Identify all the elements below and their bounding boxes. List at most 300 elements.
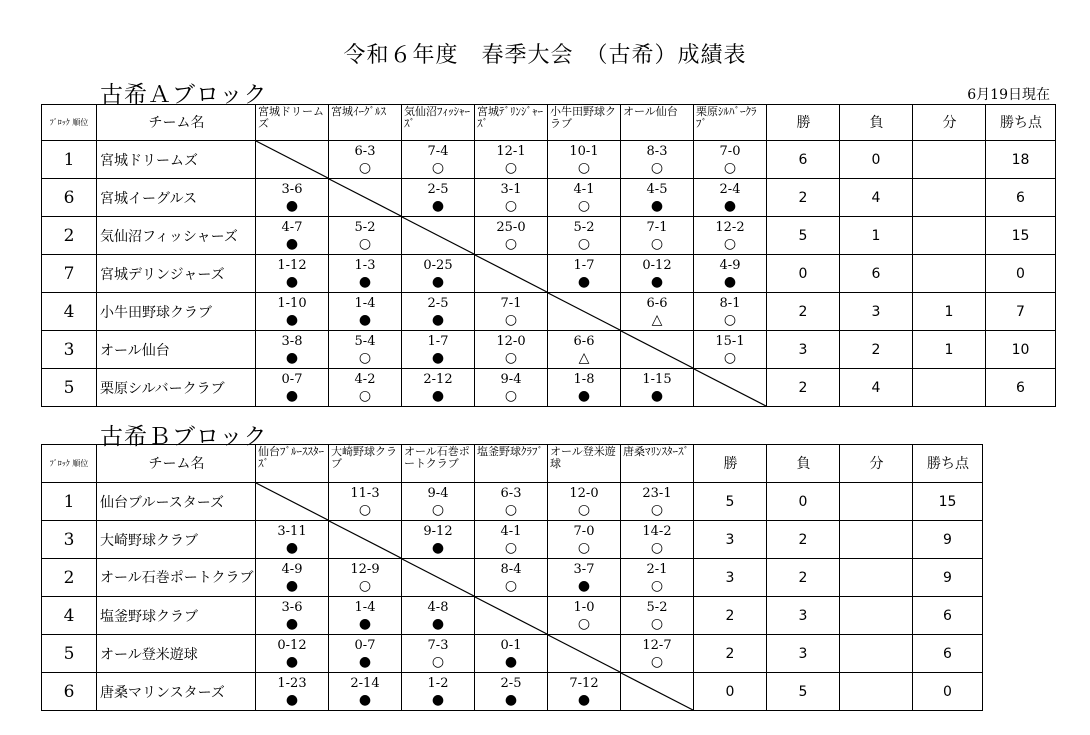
loss-dot-icon: ●: [358, 691, 372, 708]
win-circle-icon: ○: [358, 501, 372, 518]
match-score: 2-4: [719, 181, 741, 197]
team-row: [42, 559, 983, 597]
win-circle-icon: ○: [504, 501, 518, 518]
match-score: 0-1: [500, 637, 522, 653]
loss-dot-icon: ●: [285, 653, 299, 670]
team-rank: 1: [42, 483, 97, 521]
team-rank: 6: [42, 179, 97, 217]
match-result-cell: [621, 521, 694, 559]
points-header: 勝ち点: [986, 105, 1056, 141]
win-circle-icon: ○: [577, 539, 591, 556]
self-match-cell: [548, 635, 621, 673]
win-circle-icon: ○: [650, 615, 664, 632]
match-score: 9-4: [427, 485, 449, 501]
match-result-cell: [621, 255, 694, 293]
match-score: 9-4: [500, 371, 522, 387]
match-score: 6-6: [646, 295, 668, 311]
opponent-header: 栗原ｼﾙﾊﾞｰｸﾗﾌﾞ: [694, 105, 767, 141]
match-result-cell: [402, 521, 475, 559]
draws-value: [913, 369, 986, 407]
win-circle-icon: ○: [650, 501, 664, 518]
match-result-cell: [475, 293, 548, 331]
loss-dot-icon: ●: [504, 653, 518, 670]
match-score: 6-3: [354, 143, 376, 159]
team-rank: 2: [42, 559, 97, 597]
draw-triangle-icon: △: [578, 349, 590, 366]
match-score: 9-12: [423, 523, 453, 539]
loss-dot-icon: ●: [285, 197, 299, 214]
match-score: 1-0: [573, 599, 595, 615]
match-result-cell: [475, 217, 548, 255]
losses-header: 負: [840, 105, 913, 141]
match-result-cell: [548, 331, 621, 369]
match-score: 23-1: [642, 485, 672, 501]
diagonal-line: [548, 635, 620, 672]
match-result-cell: [256, 255, 329, 293]
match-score: 1-3: [354, 257, 376, 273]
win-circle-icon: ○: [504, 197, 518, 214]
loss-dot-icon: ●: [358, 311, 372, 328]
match-result-cell: [256, 673, 329, 711]
match-score: 2-5: [427, 295, 449, 311]
self-match-cell: [402, 217, 475, 255]
match-score: 5-2: [354, 219, 376, 235]
losses-value: 4: [840, 179, 913, 217]
points-value: 6: [913, 597, 983, 635]
match-score: 2-5: [427, 181, 449, 197]
match-result-cell: [694, 255, 767, 293]
match-result-cell: [621, 369, 694, 407]
team-name: 宮城ドリームズ: [97, 141, 256, 179]
match-result-cell: [329, 483, 402, 521]
match-result-cell: [694, 293, 767, 331]
loss-dot-icon: ●: [431, 349, 445, 366]
match-score: 2-1: [646, 561, 668, 577]
points-value: 6: [986, 179, 1056, 217]
match-score: 4-9: [719, 257, 741, 273]
diagonal-line: [548, 293, 620, 330]
loss-dot-icon: ●: [577, 691, 591, 708]
match-result-cell: [256, 635, 329, 673]
match-score: 1-7: [427, 333, 449, 349]
opponent-header: 小牛田野球クラブ: [548, 105, 621, 141]
team-row: [42, 673, 983, 711]
win-circle-icon: ○: [577, 159, 591, 176]
match-score: 1-23: [277, 675, 307, 691]
match-result-cell: [329, 635, 402, 673]
opponent-header: 塩釜野球ｸﾗﾌﾞ: [475, 445, 548, 483]
match-score: 6-3: [500, 485, 522, 501]
loss-dot-icon: ●: [431, 615, 445, 632]
block-a-standings-table: [41, 104, 1056, 407]
loss-dot-icon: ●: [650, 387, 664, 404]
losses-header: 負: [767, 445, 840, 483]
self-match-cell: [548, 293, 621, 331]
diagonal-line: [694, 369, 766, 406]
team-row: [42, 331, 1056, 369]
wins-value: 3: [694, 521, 767, 559]
self-match-cell: [329, 179, 402, 217]
match-result-cell: [329, 369, 402, 407]
loss-dot-icon: ●: [285, 577, 299, 594]
match-score: 4-1: [573, 181, 595, 197]
match-score: 0-12: [642, 257, 672, 273]
draws-value: [840, 673, 913, 711]
win-circle-icon: ○: [650, 653, 664, 670]
match-score: 10-1: [569, 143, 599, 159]
win-circle-icon: ○: [358, 159, 372, 176]
loss-dot-icon: ●: [577, 387, 591, 404]
match-score: 1-4: [354, 599, 376, 615]
points-value: 10: [986, 331, 1056, 369]
team-rank: 3: [42, 521, 97, 559]
team-name: 仙台ブルースターズ: [97, 483, 256, 521]
win-circle-icon: ○: [723, 235, 737, 252]
loss-dot-icon: ●: [577, 273, 591, 290]
page-title: 令和６年度 春季大会 （古希）成績表: [343, 43, 747, 68]
wins-header: 勝: [767, 105, 840, 141]
team-name: 栗原シルバークラブ: [97, 369, 256, 407]
match-score: 7-1: [646, 219, 668, 235]
win-circle-icon: ○: [650, 235, 664, 252]
loss-dot-icon: ●: [431, 311, 445, 328]
match-score: 11-3: [350, 485, 380, 501]
match-score: 2-5: [500, 675, 522, 691]
match-score: 8-1: [719, 295, 741, 311]
block-b-title: 古希Ｂブロック: [100, 424, 268, 450]
match-result-cell: [475, 673, 548, 711]
win-circle-icon: ○: [504, 577, 518, 594]
match-result-cell: [621, 597, 694, 635]
rank-header: ﾌﾞﾛｯｸ 順位: [42, 445, 97, 483]
self-match-cell: [621, 673, 694, 711]
points-value: 7: [986, 293, 1056, 331]
self-match-cell: [256, 483, 329, 521]
match-result-cell: [548, 217, 621, 255]
match-score: 0-7: [354, 637, 376, 653]
match-score: 15-1: [715, 333, 745, 349]
match-score: 12-7: [642, 637, 672, 653]
match-score: 3-6: [281, 181, 303, 197]
points-value: 0: [986, 255, 1056, 293]
draws-value: [840, 597, 913, 635]
losses-value: 1: [840, 217, 913, 255]
team-row: [42, 141, 1056, 179]
match-result-cell: [475, 141, 548, 179]
wins-value: 3: [694, 559, 767, 597]
match-score: 8-4: [500, 561, 522, 577]
win-circle-icon: ○: [431, 653, 445, 670]
team-name: オール石巻ポートクラブ: [97, 559, 256, 597]
match-score: 4-2: [354, 371, 376, 387]
loss-dot-icon: ●: [577, 577, 591, 594]
wins-header: 勝: [694, 445, 767, 483]
points-value: 18: [986, 141, 1056, 179]
match-score: 5-4: [354, 333, 376, 349]
win-circle-icon: ○: [577, 197, 591, 214]
diagonal-line: [256, 483, 328, 520]
match-score: 1-7: [573, 257, 595, 273]
match-result-cell: [548, 521, 621, 559]
losses-value: 3: [767, 597, 840, 635]
team-name: 気仙沼フィッシャーズ: [97, 217, 256, 255]
match-score: 0-12: [277, 637, 307, 653]
diagonal-line: [475, 597, 547, 634]
match-result-cell: [694, 331, 767, 369]
match-score: 3-8: [281, 333, 303, 349]
losses-value: 2: [840, 331, 913, 369]
match-result-cell: [621, 293, 694, 331]
team-row: [42, 483, 983, 521]
match-score: 7-3: [427, 637, 449, 653]
win-circle-icon: ○: [358, 577, 372, 594]
match-result-cell: [621, 217, 694, 255]
win-circle-icon: ○: [650, 539, 664, 556]
match-result-cell: [329, 141, 402, 179]
losses-value: 6: [840, 255, 913, 293]
match-result-cell: [694, 217, 767, 255]
match-score: 0-25: [423, 257, 453, 273]
points-value: 15: [913, 483, 983, 521]
match-result-cell: [402, 141, 475, 179]
match-result-cell: [402, 369, 475, 407]
rank-header: ﾌﾞﾛｯｸ 順位: [42, 105, 97, 141]
match-result-cell: [329, 331, 402, 369]
team-row: [42, 369, 1056, 407]
draws-value: 1: [913, 331, 986, 369]
win-circle-icon: ○: [504, 539, 518, 556]
win-circle-icon: ○: [723, 311, 737, 328]
block-b-standings-table: [41, 444, 983, 711]
losses-value: 2: [767, 559, 840, 597]
match-result-cell: [402, 483, 475, 521]
losses-value: 3: [840, 293, 913, 331]
match-result-cell: [256, 597, 329, 635]
win-circle-icon: ○: [723, 159, 737, 176]
points-header: 勝ち点: [913, 445, 983, 483]
match-score: 12-0: [496, 333, 526, 349]
match-result-cell: [694, 179, 767, 217]
match-score: 8-3: [646, 143, 668, 159]
match-result-cell: [475, 331, 548, 369]
match-score: 1-8: [573, 371, 595, 387]
wins-value: 2: [694, 597, 767, 635]
self-match-cell: [621, 331, 694, 369]
opponent-header: 気仙沼ﾌｨｯｼｬｰｽﾞ: [402, 105, 475, 141]
loss-dot-icon: ●: [650, 197, 664, 214]
team-name: 小牛田野球クラブ: [97, 293, 256, 331]
match-result-cell: [548, 179, 621, 217]
match-result-cell: [621, 141, 694, 179]
loss-dot-icon: ●: [358, 653, 372, 670]
match-result-cell: [402, 293, 475, 331]
win-circle-icon: ○: [431, 501, 445, 518]
match-score: 4-8: [427, 599, 449, 615]
match-result-cell: [621, 635, 694, 673]
win-circle-icon: ○: [504, 235, 518, 252]
block-a-title: 古希Ａブロック: [100, 82, 268, 108]
match-score: 1-4: [354, 295, 376, 311]
match-result-cell: [475, 635, 548, 673]
match-result-cell: [548, 597, 621, 635]
win-circle-icon: ○: [504, 387, 518, 404]
win-circle-icon: ○: [358, 235, 372, 252]
match-result-cell: [694, 141, 767, 179]
match-score: 12-2: [715, 219, 745, 235]
match-result-cell: [256, 559, 329, 597]
match-score: 1-2: [427, 675, 449, 691]
match-result-cell: [548, 255, 621, 293]
team-row: [42, 521, 983, 559]
match-score: 2-14: [350, 675, 380, 691]
match-score: 3-1: [500, 181, 522, 197]
win-circle-icon: ○: [504, 349, 518, 366]
draws-value: [840, 559, 913, 597]
match-score: 1-12: [277, 257, 307, 273]
opponent-header: オール仙台: [621, 105, 694, 141]
loss-dot-icon: ●: [285, 615, 299, 632]
opponent-header: 宮城ｲｰｸﾞﾙｽ: [329, 105, 402, 141]
wins-value: 2: [767, 369, 840, 407]
wins-value: 0: [694, 673, 767, 711]
points-value: 0: [913, 673, 983, 711]
loss-dot-icon: ●: [285, 387, 299, 404]
match-score: 7-0: [573, 523, 595, 539]
points-value: 9: [913, 559, 983, 597]
team-rank: 1: [42, 141, 97, 179]
diagonal-line: [402, 217, 474, 254]
match-score: 0-7: [281, 371, 303, 387]
wins-value: 2: [767, 179, 840, 217]
win-circle-icon: ○: [504, 159, 518, 176]
as-of-date: 6月19日現在: [967, 87, 1050, 103]
team-name-header: チーム名: [97, 105, 256, 141]
match-result-cell: [402, 597, 475, 635]
match-score: 3-11: [277, 523, 307, 539]
match-score: 3-6: [281, 599, 303, 615]
self-match-cell: [475, 255, 548, 293]
team-name: オール登米遊球: [97, 635, 256, 673]
header-row: [42, 445, 983, 483]
loss-dot-icon: ●: [285, 311, 299, 328]
wins-value: 6: [767, 141, 840, 179]
match-result-cell: [548, 369, 621, 407]
diagonal-line: [475, 255, 547, 292]
loss-dot-icon: ●: [431, 387, 445, 404]
team-rank: 4: [42, 293, 97, 331]
match-result-cell: [402, 673, 475, 711]
draw-triangle-icon: △: [651, 311, 663, 328]
opponent-header: 唐桑ﾏﾘﾝｽﾀｰｽﾞ: [621, 445, 694, 483]
loss-dot-icon: ●: [358, 273, 372, 290]
points-value: 15: [986, 217, 1056, 255]
wins-value: 5: [767, 217, 840, 255]
match-score: 3-7: [573, 561, 595, 577]
team-row: [42, 635, 983, 673]
match-score: 14-2: [642, 523, 672, 539]
match-score: 5-2: [573, 219, 595, 235]
match-result-cell: [256, 331, 329, 369]
draws-value: [840, 483, 913, 521]
match-result-cell: [329, 597, 402, 635]
team-name: 塩釜野球クラブ: [97, 597, 256, 635]
draws-value: [913, 217, 986, 255]
team-rank: 2: [42, 217, 97, 255]
draws-value: [840, 635, 913, 673]
loss-dot-icon: ●: [723, 197, 737, 214]
self-match-cell: [256, 141, 329, 179]
match-result-cell: [402, 635, 475, 673]
team-rank: 3: [42, 331, 97, 369]
draws-value: [913, 255, 986, 293]
wins-value: 2: [694, 635, 767, 673]
opponent-header: 宮城ドリームズ: [256, 105, 329, 141]
match-score: 4-9: [281, 561, 303, 577]
match-result-cell: [329, 559, 402, 597]
draws-value: [840, 521, 913, 559]
draws-header: 分: [840, 445, 913, 483]
diagonal-line: [621, 331, 693, 368]
match-result-cell: [329, 673, 402, 711]
team-rank: 5: [42, 635, 97, 673]
losses-value: 0: [767, 483, 840, 521]
self-match-cell: [475, 597, 548, 635]
loss-dot-icon: ●: [358, 615, 372, 632]
draws-header: 分: [913, 105, 986, 141]
match-score: 7-4: [427, 143, 449, 159]
team-row: [42, 217, 1056, 255]
loss-dot-icon: ●: [285, 691, 299, 708]
match-score: 4-7: [281, 219, 303, 235]
self-match-cell: [329, 521, 402, 559]
opponent-header: オール登米遊球: [548, 445, 621, 483]
team-name: 宮城イーグルス: [97, 179, 256, 217]
loss-dot-icon: ●: [285, 273, 299, 290]
win-circle-icon: ○: [504, 311, 518, 328]
diagonal-line: [402, 559, 474, 596]
team-row: [42, 597, 983, 635]
loss-dot-icon: ●: [431, 273, 445, 290]
match-score: 7-12: [569, 675, 599, 691]
match-result-cell: [256, 293, 329, 331]
opponent-header: 大崎野球クラブ: [329, 445, 402, 483]
win-circle-icon: ○: [358, 387, 372, 404]
losses-value: 0: [840, 141, 913, 179]
match-result-cell: [329, 217, 402, 255]
losses-value: 5: [767, 673, 840, 711]
team-name: 唐桑マリンスターズ: [97, 673, 256, 711]
match-score: 2-12: [423, 371, 453, 387]
match-score: 12-1: [496, 143, 526, 159]
match-result-cell: [475, 521, 548, 559]
points-value: 6: [986, 369, 1056, 407]
match-result-cell: [548, 483, 621, 521]
team-name: 宮城デリンジャーズ: [97, 255, 256, 293]
diagonal-line: [256, 141, 328, 178]
match-result-cell: [256, 369, 329, 407]
team-rank: 6: [42, 673, 97, 711]
match-result-cell: [256, 179, 329, 217]
match-score: 12-9: [350, 561, 380, 577]
losses-value: 2: [767, 521, 840, 559]
header-row: [42, 105, 1056, 141]
match-result-cell: [329, 255, 402, 293]
match-result-cell: [256, 217, 329, 255]
loss-dot-icon: ●: [285, 539, 299, 556]
match-result-cell: [621, 559, 694, 597]
match-result-cell: [475, 483, 548, 521]
win-circle-icon: ○: [577, 615, 591, 632]
